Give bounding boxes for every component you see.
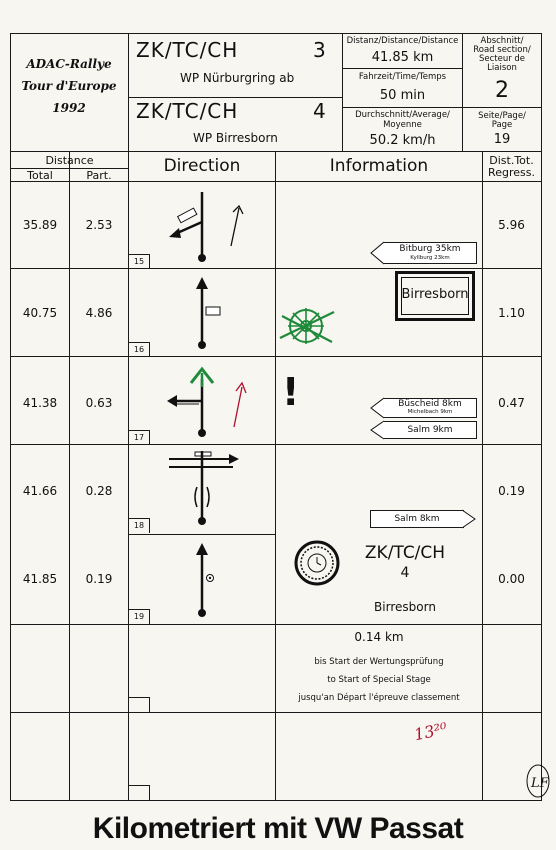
stage-line-fr: jusqu'an Départ l'épreuve classement [298, 693, 460, 703]
page-value: 19 [493, 132, 511, 147]
caution-icon: ! [282, 370, 300, 414]
sign-salm-8-arrow [462, 510, 476, 528]
stage-line-de: bis Start der Wertungsprüfung [314, 657, 444, 667]
section-label-3: Secteur de [478, 54, 526, 64]
row-19-total: 41.85 [22, 572, 58, 586]
green-wheel-icon [278, 300, 338, 350]
regress-header: Regress. [488, 166, 535, 179]
tc-info-code: ZK/TC/CH [364, 543, 446, 563]
row-18-number: 18 [129, 518, 150, 533]
row-18-total: 41.66 [22, 484, 58, 498]
distance-label: Distanz/Distance/Distance [346, 36, 459, 46]
tulip-19-diagram [129, 535, 275, 623]
row-21-number [129, 785, 150, 800]
average-label-2: Moyenne [383, 120, 422, 130]
direction-header: Direction [163, 156, 241, 176]
stage-line-en: to Start of Special Stage [327, 675, 431, 685]
row-18-part: 0.28 [85, 484, 113, 498]
total-header: Total [27, 169, 53, 182]
row-16-regress: 1.10 [498, 306, 525, 320]
information-header: Information [329, 156, 429, 176]
row-15-number: 15 [129, 254, 150, 269]
stage-distance: 0.14 km [354, 630, 404, 644]
section-label-2: Road section/ [473, 45, 531, 55]
tulip-18-diagram [129, 445, 275, 535]
tc-from-num: 3 [313, 38, 326, 62]
event-subtitle: Tour d'Europe [21, 79, 117, 93]
row-19-number: 19 [129, 609, 150, 624]
section-label-4: Liaison [487, 63, 517, 73]
row-15-total: 35.89 [22, 218, 58, 232]
sign-salm-9-arrow [370, 421, 384, 439]
page-label-2: Page [491, 120, 513, 130]
row-16-total: 40.75 [22, 306, 58, 320]
sign-salm-9: Salm 9km [383, 421, 477, 439]
part-header: Part. [86, 169, 112, 182]
sign-salm-8: Salm 8km [370, 510, 464, 528]
tc-from-code: ZK/TC/CH [136, 38, 239, 62]
row-17-part: 0.63 [85, 396, 113, 410]
distance-value: 41.85 km [371, 50, 434, 65]
tc-from-place: WP Nürburgring ab [180, 71, 295, 85]
section-value: 2 [495, 78, 509, 103]
time-value: 50 min [379, 88, 426, 103]
footer-banner: Kilometriert mit VW Passat [92, 812, 464, 845]
sign-bitburg-arrow [370, 242, 384, 264]
event-year: 1992 [52, 101, 86, 115]
sign-buescheid-arrow [370, 398, 384, 418]
average-value: 50.2 km/h [369, 133, 436, 148]
row-17-total: 41.38 [22, 396, 58, 410]
tulip-17-diagram [129, 357, 275, 443]
tc-to-place: WP Birresborn [193, 131, 278, 145]
handwritten-time-note: 13²⁰ [412, 718, 449, 745]
row-15-part: 2.53 [85, 218, 113, 232]
row-17-number: 17 [129, 430, 150, 445]
row-20-number [129, 697, 150, 712]
event-name: ADAC-Rallye [26, 57, 112, 71]
disttot-header: Dist.Tot. [489, 154, 534, 167]
sign-bitburg: Bitburg 35km Kyllburg 23km [383, 242, 477, 264]
time-label: Fahrzeit/Time/Temps [358, 72, 447, 82]
row-18-regress: 0.19 [498, 484, 525, 498]
row-19-part: 0.19 [85, 572, 113, 586]
tulip-16-diagram [129, 269, 275, 355]
section-label: Abschnitt/ [480, 36, 524, 46]
row-15-regress: 5.96 [498, 218, 525, 232]
row-16-part: 4.86 [85, 306, 113, 320]
page-label: Seite/Page/ [478, 111, 526, 121]
sign-buescheid: Büscheid 8km Michelbach 9km [383, 398, 477, 418]
tc-info-num: 4 [400, 565, 410, 581]
time-control-clock-icon [294, 540, 340, 586]
svg-text:LF: LF [531, 776, 549, 791]
lf-logo-icon [526, 764, 552, 798]
tc-to-num: 4 [313, 99, 326, 123]
row-16-number: 16 [129, 342, 150, 357]
average-label: Durchschnitt/Average/ [355, 110, 450, 120]
place-sign-birresborn: Birresborn [395, 271, 475, 321]
tc-info-place: Birresborn [374, 600, 436, 614]
distance-header: Distance [45, 154, 94, 167]
row-19-regress: 0.00 [498, 572, 525, 586]
row-17-regress: 0.47 [498, 396, 525, 410]
tc-to-code: ZK/TC/CH [136, 99, 239, 123]
tulip-15-diagram [129, 182, 275, 268]
